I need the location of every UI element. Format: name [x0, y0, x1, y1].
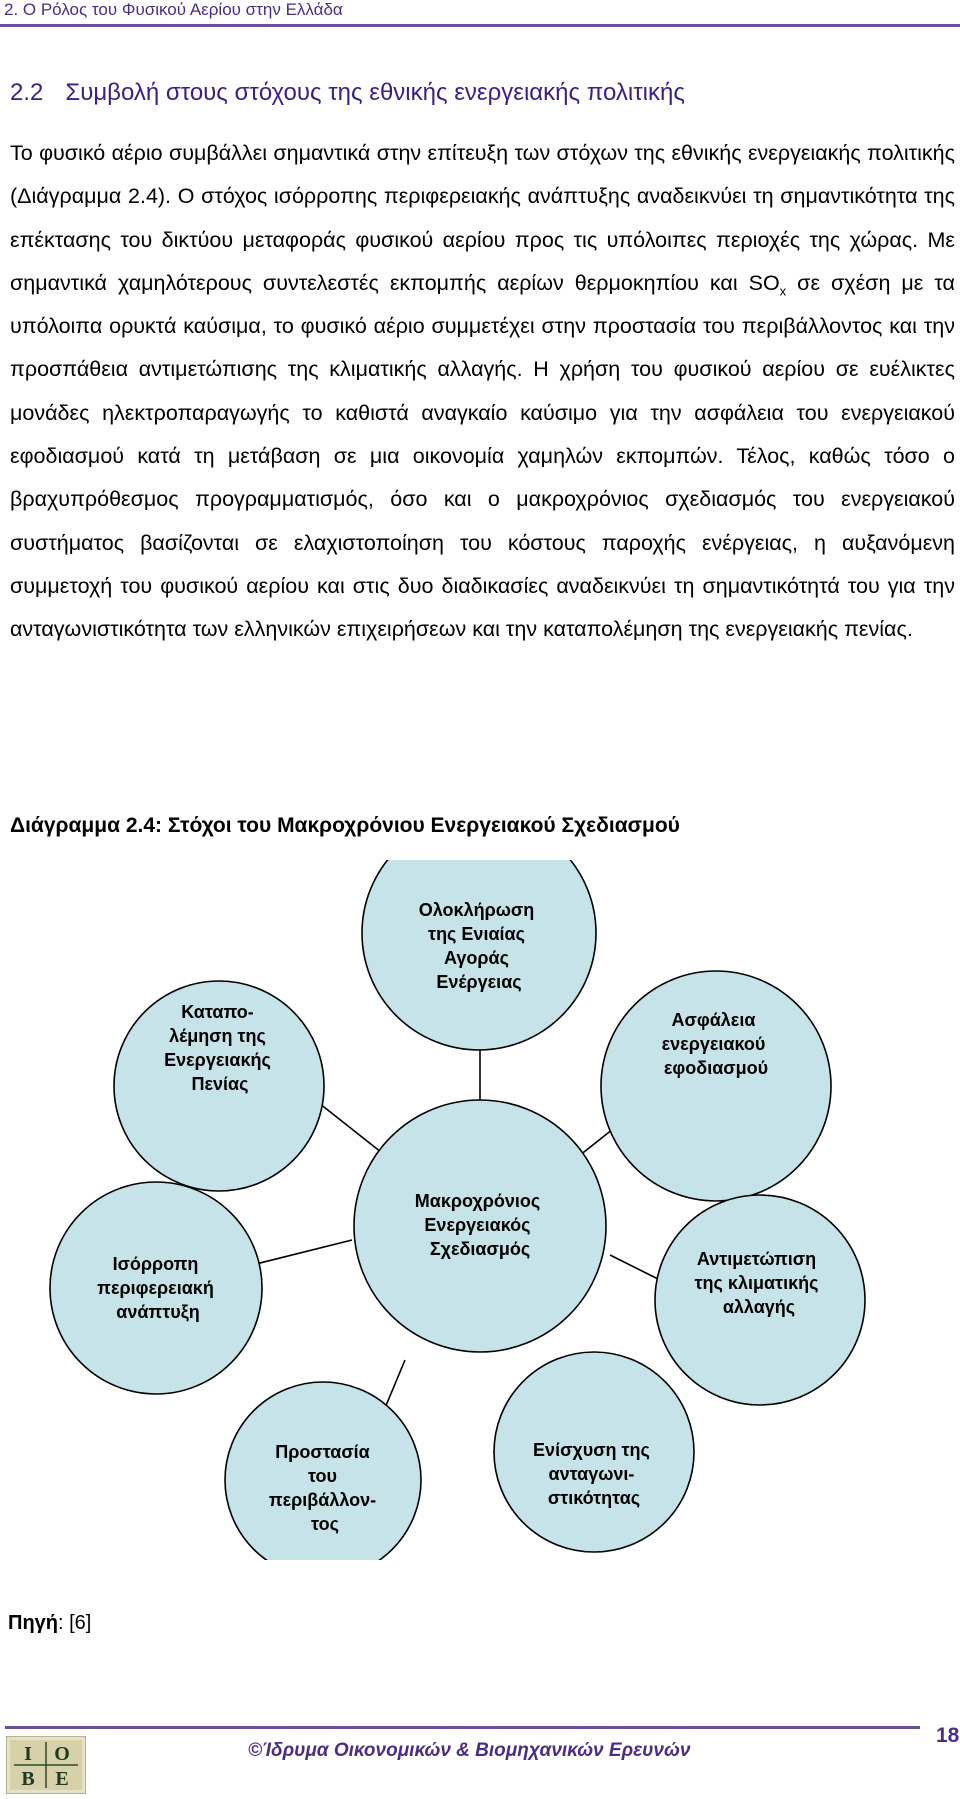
- node-climate-label: Αντιμετώπιση της κλιματικής αλλαγής: [694, 1249, 819, 1317]
- iobe-logo: [6, 1736, 86, 1794]
- header-rule: [0, 24, 960, 27]
- node-market-label: Ολοκλήρωση της Ενιαίας Αγοράς Ενέργειας: [418, 900, 535, 992]
- svg-text:Ι: Ι: [24, 1743, 32, 1765]
- svg-text:Β: Β: [21, 1768, 35, 1790]
- section-number: 2.2: [10, 79, 44, 106]
- footer-institute: ©Ίδρυμα Οικονομικών & Βιομηχανικών Ερευνών: [248, 1740, 691, 1761]
- node-environment-label: Προστασία του περιβάλλον- τος: [268, 1442, 377, 1534]
- objectives-diagram: [0, 860, 960, 1560]
- source-label: Πηγή: [8, 1612, 58, 1634]
- source-note: [8, 1612, 91, 1635]
- iobe-logo-icon: [6, 1736, 86, 1794]
- connector-climate: [610, 1255, 660, 1280]
- source-value: : [6]: [58, 1612, 92, 1634]
- running-title: 2. Ο Ρόλος του Φυσικού Αερίου στην Ελλάδα: [4, 0, 343, 19]
- running-header: [0, 0, 960, 20]
- page-number: 18: [936, 1724, 960, 1747]
- svg-text:Ε: Ε: [55, 1768, 69, 1790]
- figure-caption: Διάγραμμα 2.4: Στόχοι του Μακροχρόνιου Ενεργειακού Σχεδιασμού: [10, 814, 680, 837]
- node-security-label: Ασφάλεια ενεργειακού εφοδιασμού: [661, 1010, 769, 1078]
- node-center-label: Μακροχρόνιος Ενεργειακός Σχεδιασμός: [414, 1191, 541, 1259]
- subscript-x: x: [779, 283, 787, 299]
- node-competitiveness-label: Ενίσχυση της ανταγωνι- στικότητας: [533, 1440, 650, 1508]
- body-paragraph: [10, 132, 955, 652]
- node-security-circle: [601, 971, 831, 1201]
- section-title: [10, 79, 685, 107]
- node-regional-label: Ισόρροπη περιφερειακή ανάπτυξη: [97, 1254, 214, 1322]
- node-poverty-label: Καταπο- λέμηση της Ενεργειακής Πενίας: [164, 1002, 271, 1094]
- paragraph-part-1: Το φυσικό αέριο συμβάλλει σημαντικά στην επίτευξη των στόχων της εθνικής ενεργειακής πολιτικής (Διάγραμμα 2.4). Ο στόχος ισόρροπης περιφερειακής ανάπτυξης αναδεικνύει τη σημαντικότητα της επέκτασης του δικτύου μεταφοράς φυσικού αερίου προς τις υπόλοιπες περιοχές της χώρας. Με σημαντικά χαμηλότερους συντελεστές εκπομπής αερίων θερμοκηπίου και SO: [10, 141, 955, 295]
- paragraph-part-2: σε σχέση με τα υπόλοιπα ορυκτά καύσιμα, το φυσικό αέριο συμμετέχει στην προστασία του περιβάλλοντος και την προσπάθεια αντιμετώπισης της κλιματικής αλλαγής. Η χρήση του φυσικού αερίου σε ευέλικτες μονάδες ηλεκτροπαραγωγής το καθιστά αναγκαίο καύσιμο για την ασφάλεια του ενεργειακού εφοδιασμού κατά τη μετάβαση σε μια οικονομία χαμηλών εκπομπών. Τέλος, καθώς τόσο ο βραχυπρόθεσμος προγραμματισμός, όσο και ο μακροχρόνιος σχεδιασμός του ενεργειακού συστήματος βασίζονται σε ελαχιστοποίηση του κόστους παροχής ενέργειας, η αυξανόμενη συμμετοχή του φυσικού αερίου και στις δυο διαδικασίες αναδεικνύει τη σημαντικότητά του για την ανταγωνιστικότητα των ελληνικών επιχειρήσεων και την καταπολέμηση της ενεργειακής πενίας.: [10, 270, 955, 642]
- diagram-svg: [0, 860, 960, 1560]
- footer-rule: [5, 1726, 920, 1729]
- section-title-text: Συμβολή στους στόχους της εθνικής ενεργειακής πολιτικής: [65, 79, 685, 106]
- svg-text:Ο: Ο: [54, 1743, 70, 1765]
